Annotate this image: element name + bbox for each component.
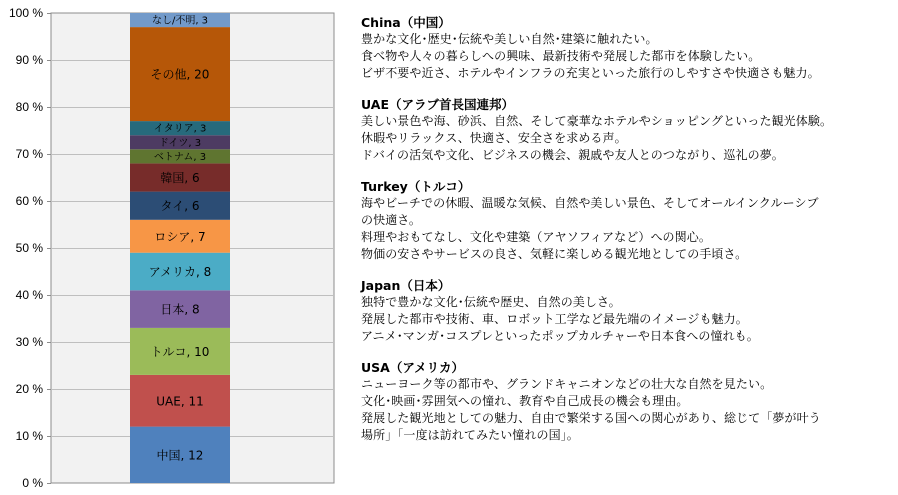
y-tick-label: 10 % [15, 429, 43, 443]
country-title: Turkey（トルコ） [361, 179, 471, 194]
data-label: 中国, 12 [156, 448, 204, 463]
data-label: UAE, 11 [156, 394, 204, 409]
y-tick-label: 60 % [15, 194, 43, 208]
country-note-line: 美しい景色や海、砂浜、自然、そして豪華なホテルやショッピングといった観光体験。 [361, 114, 833, 128]
country-note-line: 文化･映画･雰囲気への憧れ、教育や自己成長の機会も理由。 [361, 394, 689, 408]
data-label: その他, 20 [150, 67, 210, 82]
country-note-line: 場所」「一度は訪れてみたい憧れの国」。 [361, 428, 579, 442]
country-note-line: アニメ･マンガ･コスプレといったポップカルチャーや日本食への憧れも。 [361, 329, 759, 343]
data-label: アメリカ, 8 [148, 265, 212, 279]
data-label: ベトナム, 3 [153, 151, 207, 163]
country-notes [361, 14, 896, 458]
data-label: ドイツ, 3 [158, 137, 202, 149]
country-title: USA（アメリカ） [361, 360, 464, 375]
country-note [361, 359, 896, 444]
data-label: タイ, 6 [160, 199, 200, 214]
country-note-line: 料理やおもてなし、文化や建築（アヤソフィアなど）への関心。 [361, 230, 711, 244]
y-tick-label: 100 % [8, 6, 43, 20]
country-title: UAE（アラブ首長国連邦） [361, 97, 514, 112]
country-note-line: 発展した都市や技術、車、ロボット工学など最先端のイメージも魅力。 [361, 312, 748, 326]
country-note-line: 物価の安さやサービスの良さ、気軽に楽しめる観光地としての手頃さ。 [361, 247, 748, 261]
data-label: なし/不明, 3 [151, 15, 209, 27]
y-tick-label: 90 % [15, 53, 43, 67]
country-note-line: ニューヨーク等の都市や、グランドキャニオンなどの壮大な自然を見たい。 [361, 377, 773, 391]
data-label: トルコ, 10 [150, 344, 210, 359]
y-tick-label: 50 % [15, 241, 43, 255]
country-title: Japan（日本） [361, 278, 451, 293]
country-note-line: の快適さ。 [361, 213, 422, 227]
y-tick-label: 30 % [15, 335, 43, 349]
data-label: 韓国, 6 [160, 171, 200, 185]
data-label: イタリア, 3 [153, 123, 207, 135]
y-tick-label: 20 % [15, 382, 43, 396]
country-note-line: 休暇やリラックス、快適さ、安全さを求める声。 [361, 131, 627, 145]
country-note-line: ビザ不要や近さ、ホテルやインフラの充実といった旅行のしやすさや快適さも魅力。 [361, 66, 820, 80]
country-note [361, 96, 896, 164]
country-note-line: ドバイの活気や文化、ビジネスの機会、親戚や友人とのつながり、巡礼の夢。 [361, 148, 784, 162]
country-note [361, 14, 896, 82]
y-tick-label: 40 % [15, 288, 43, 302]
country-note-line: 発展した観光地としての魅力、自由で繁栄する国への関心があり、総じて「夢が叶う [361, 411, 821, 425]
stacked-bar-chart [0, 0, 360, 495]
y-tick-label: 80 % [15, 100, 43, 114]
data-label: ロシア, 7 [154, 229, 206, 244]
country-note-line: 食べ物や人々の暮らしへの興味、最新技術や発展した都市を体験したい。 [361, 49, 761, 63]
country-note-line: 独特で豊かな文化･伝統や歴史、自然の美しさ。 [361, 295, 621, 309]
country-title: China（中国） [361, 15, 451, 30]
country-note [361, 277, 896, 345]
country-note-line: 海やビーチでの休暇、温暖な気候、自然や美しい景色、そしてオールインクルーシブ [361, 196, 819, 210]
y-tick-label: 0 % [22, 476, 43, 490]
country-note [361, 178, 896, 263]
data-label: 日本, 8 [160, 302, 200, 317]
country-note-line: 豊かな文化･歴史･伝統や美しい自然･建築に触れたい。 [361, 32, 658, 46]
y-tick-label: 70 % [15, 147, 43, 161]
